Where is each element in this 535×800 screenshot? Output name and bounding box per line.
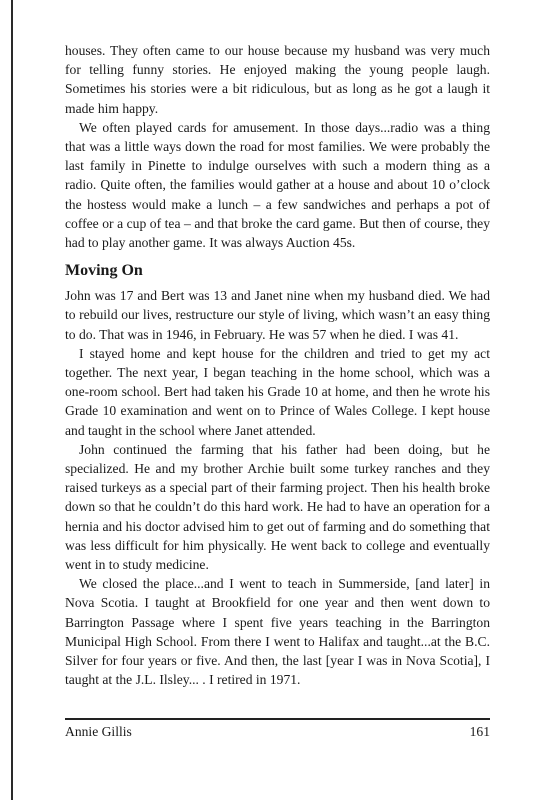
page-number: 161 bbox=[469, 724, 490, 739]
paragraph: John was 17 and Bert was 13 and Janet nine when my husband died. We had to rebuild our lives, restructure our style of living, which wasn’t an easy thing to do. That was in 1946, in February. He was 57 when he died. I was 41. bbox=[65, 288, 490, 342]
paragraph: I stayed home and kept house for the children and tried to get my act together. The next year, I began teaching in the home school, which was a one-room school. Bert had taken his Grade 10 at home, and then he wrote his Grade 10 examination and went on to Prince of Wales College. I kept house and taught in the school where Janet attended. bbox=[65, 345, 490, 438]
paragraph: We closed the place...and I went to teach in Summerside, [and later] in Nova Scotia. I taught at Brookfield for one year and then went down to Barrington Passage where I spent five years teaching in the Barrington Municipal High School. From there I went to Halifax and taught...at the B.C. Silver for four years or five. And then, the last [year I was in Nova Scotia], I taught at the J.L. Ilsley... . I retired in 1971. bbox=[65, 576, 490, 688]
paragraph: John continued the farming that his father had been doing, but he specialized. He and my brother Archie built some turkey ranches and they raised turkeys as a special part of their farming project. Then his health broke down so that he couldn’t do this hard work. He had to have an operation for a hernia and his doctor advised him to get out of farming and do something that was less difficult for him physically. He went back to college and eventually went in to study medicine. bbox=[65, 441, 490, 573]
section-heading: Moving On bbox=[65, 262, 143, 280]
paragraph: houses. They often came to our house because my husband was very much for telling funny stories. He enjoyed making the young people laugh. Sometimes his stories were a bit ridiculous, but as long as he got a laugh it made him happy. bbox=[65, 43, 490, 116]
footer-rule bbox=[65, 718, 490, 720]
footer-author: Annie Gillis bbox=[65, 724, 132, 739]
page-edge-line bbox=[11, 0, 13, 800]
body-text bbox=[65, 41, 490, 690]
page-footer bbox=[65, 724, 490, 740]
paragraph: We often played cards for amusement. In those days...radio was a thing that was a little ways down the road for most families. We were probably the last family in Pinette to indulge ourselves with such a modern thing as a radio. Quite often, the families would gather at a house and about 10 o’clock the hostess would make a lunch – a few sandwiches and perhaps a pot of coffee or a cup of tea – and that broke the card game. But then of course, they had to play another game. It was always Auction 45s. bbox=[65, 119, 490, 251]
